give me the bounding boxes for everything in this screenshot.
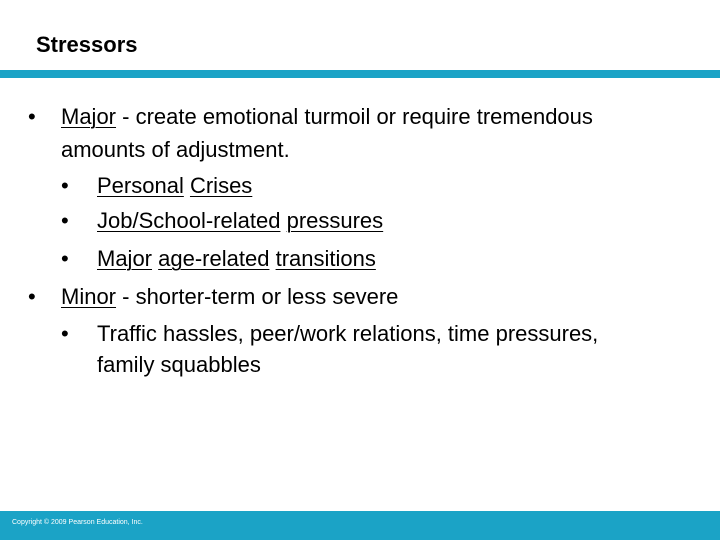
sub-bullet-marker: • [61,173,69,198]
sub-item-word: pressures [286,208,384,233]
bullet-marker: • [28,284,36,309]
sub-item-age-transitions [97,245,376,273]
keyword-major: Major [61,104,117,129]
sub-item-word: Crises [189,173,253,198]
copyright-text: Copyright © 2009 Pearson Education, Inc. [12,519,143,526]
sub-bullet-marker: • [61,208,69,233]
bullet-minor-text: - shorter-term or less severe [116,284,399,309]
sub-item-minor-examples: Traffic hassles, peer/work relations, time pressures, [97,321,599,346]
sub-item-minor-examples-continuation: family squabbles [97,352,261,377]
sub-item-word: age-related [158,246,270,271]
sub-item-word: Personal [97,173,184,198]
bullet-minor [61,283,398,311]
sub-item-word: Major [97,246,153,271]
bullet-major-text: - create emotional turmoil or require tremendous [116,104,593,129]
sub-item-word: Job/School-related [97,208,281,233]
sub-bullet-marker: • [61,246,69,271]
sub-bullet-marker: • [61,321,69,346]
keyword-minor: Minor [61,284,117,309]
bullet-marker: • [28,104,36,129]
sub-item-word: transitions [275,246,376,271]
slide-title: Stressors [36,32,138,57]
sub-item-personal-crises [97,172,252,200]
sub-item-job-school-pressures [97,207,383,235]
bullet-major [61,103,593,131]
bullet-major-continuation: amounts of adjustment. [61,137,290,162]
